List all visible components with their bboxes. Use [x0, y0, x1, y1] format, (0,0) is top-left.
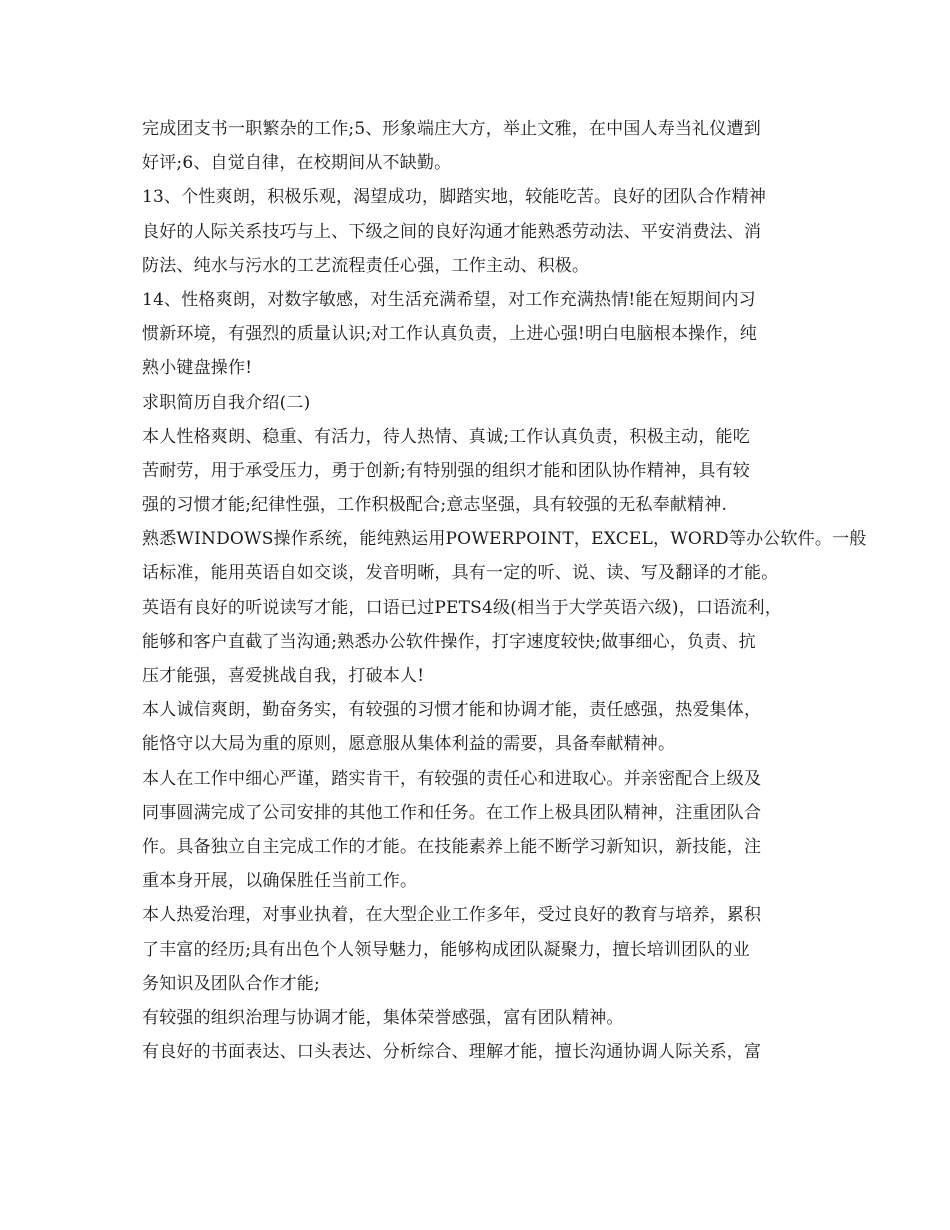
text-line: 强的习惯才能;纪律性强，工作积极配合;意志坚强，具有较强的无私奉献精神. [142, 495, 728, 516]
text-line: 话标准，能用英语自如交谈，发音明晰，具有一定的听、说、读、写及翻译的才能。 [142, 563, 779, 584]
text-line: 能够和客户直截了当沟通;熟悉办公软件操作，打字速度较快;做事细心，负责、抗 [142, 631, 756, 652]
text-line: 有良好的书面表达、口头表达、分析综合、理解才能，擅长沟通协调人际关系，富 [142, 1042, 762, 1063]
text-line: 本人热爱治理，对事业执着，在大型企业工作多年，受过良好的教育与培养，累积 [142, 905, 762, 926]
text-line: 熟小键盘操作! [142, 358, 253, 379]
text-line: 作。具备独立自主完成工作的才能。在技能素养上能不断学习新知识，新技能，注 [142, 836, 762, 857]
text-line: 本人诚信爽朗，勤奋务实，有较强的习惯才能和协调才能，责任感强，热爱集体， [142, 700, 762, 721]
text-line: 能恪守以大局为重的原则，愿意服从集体利益的需要，具备奉献精神。 [142, 734, 676, 755]
text-line: 惯新环境，有强烈的质量认识;对工作认真负责，上进心强!明白电脑根本操作，纯 [142, 324, 757, 345]
text-line: 了丰富的经历;具有出色个人领导魅力，能够构成团队凝聚力，擅长培训团队的业 [142, 939, 750, 960]
text-line: 苦耐劳，用于承受压力，勇于创新;有特别强的组织才能和团队协作精神，具有较 [142, 460, 750, 481]
text-line: 熟悉WINDOWS操作系统，能纯熟运用POWERPOINT，EXCEL，WORD等办公软件。一般 [142, 529, 867, 550]
text-line: 英语有良好的听说读写才能，口语已过PETS4级(相当于大学英语六级)，口语流利， [142, 597, 782, 618]
text-line: 13、个性爽朗，积极乐观，渴望成功，脚踏实地，较能吃苦。良好的团队合作精神 [142, 187, 767, 208]
text-line: 本人在工作中细心严谨，踏实肯干，有较强的责任心和进取心。并亲密配合上级及 [142, 768, 762, 789]
section-heading: 求职简历自我介绍(二) [142, 392, 311, 413]
document-body [142, 112, 867, 1069]
text-line: 本人性格爽朗、稳重、有活力，待人热情、真诚;工作认真负责，积极主动，能吃 [142, 426, 750, 447]
text-line: 务知识及团队合作才能; [142, 973, 320, 994]
text-line: 完成团支书一职繁杂的工作;5、形象端庄大方，举止文雅，在中国人寿当礼仪遭到 [142, 119, 761, 139]
text-line: 压才能强，喜爱挑战自我，打破本人! [142, 666, 425, 686]
text-line: 良好的人际关系技巧与上、下级之间的良好沟通才能熟悉劳动法、平安消费法、消 [142, 221, 762, 242]
text-line: 防法、纯水与污水的工艺流程责任心强，工作主动、积极。 [142, 255, 590, 276]
text-line: 重本身开展，以确保胜任当前工作。 [142, 871, 418, 892]
text-line: 好评;6、自觉自律，在校期间从不缺勤。 [142, 153, 452, 174]
text-line: 14、性格爽朗，对数字敏感，对生活充满希望，对工作充满热情!能在短期间内习 [142, 289, 756, 310]
text-line: 有较强的组织治理与协调才能，集体荣誉感强，富有团队精神。 [142, 1007, 624, 1028]
text-line: 同事圆满完成了公司安排的其他工作和任务。在工作上极具团队精神，注重团队合 [142, 802, 762, 823]
